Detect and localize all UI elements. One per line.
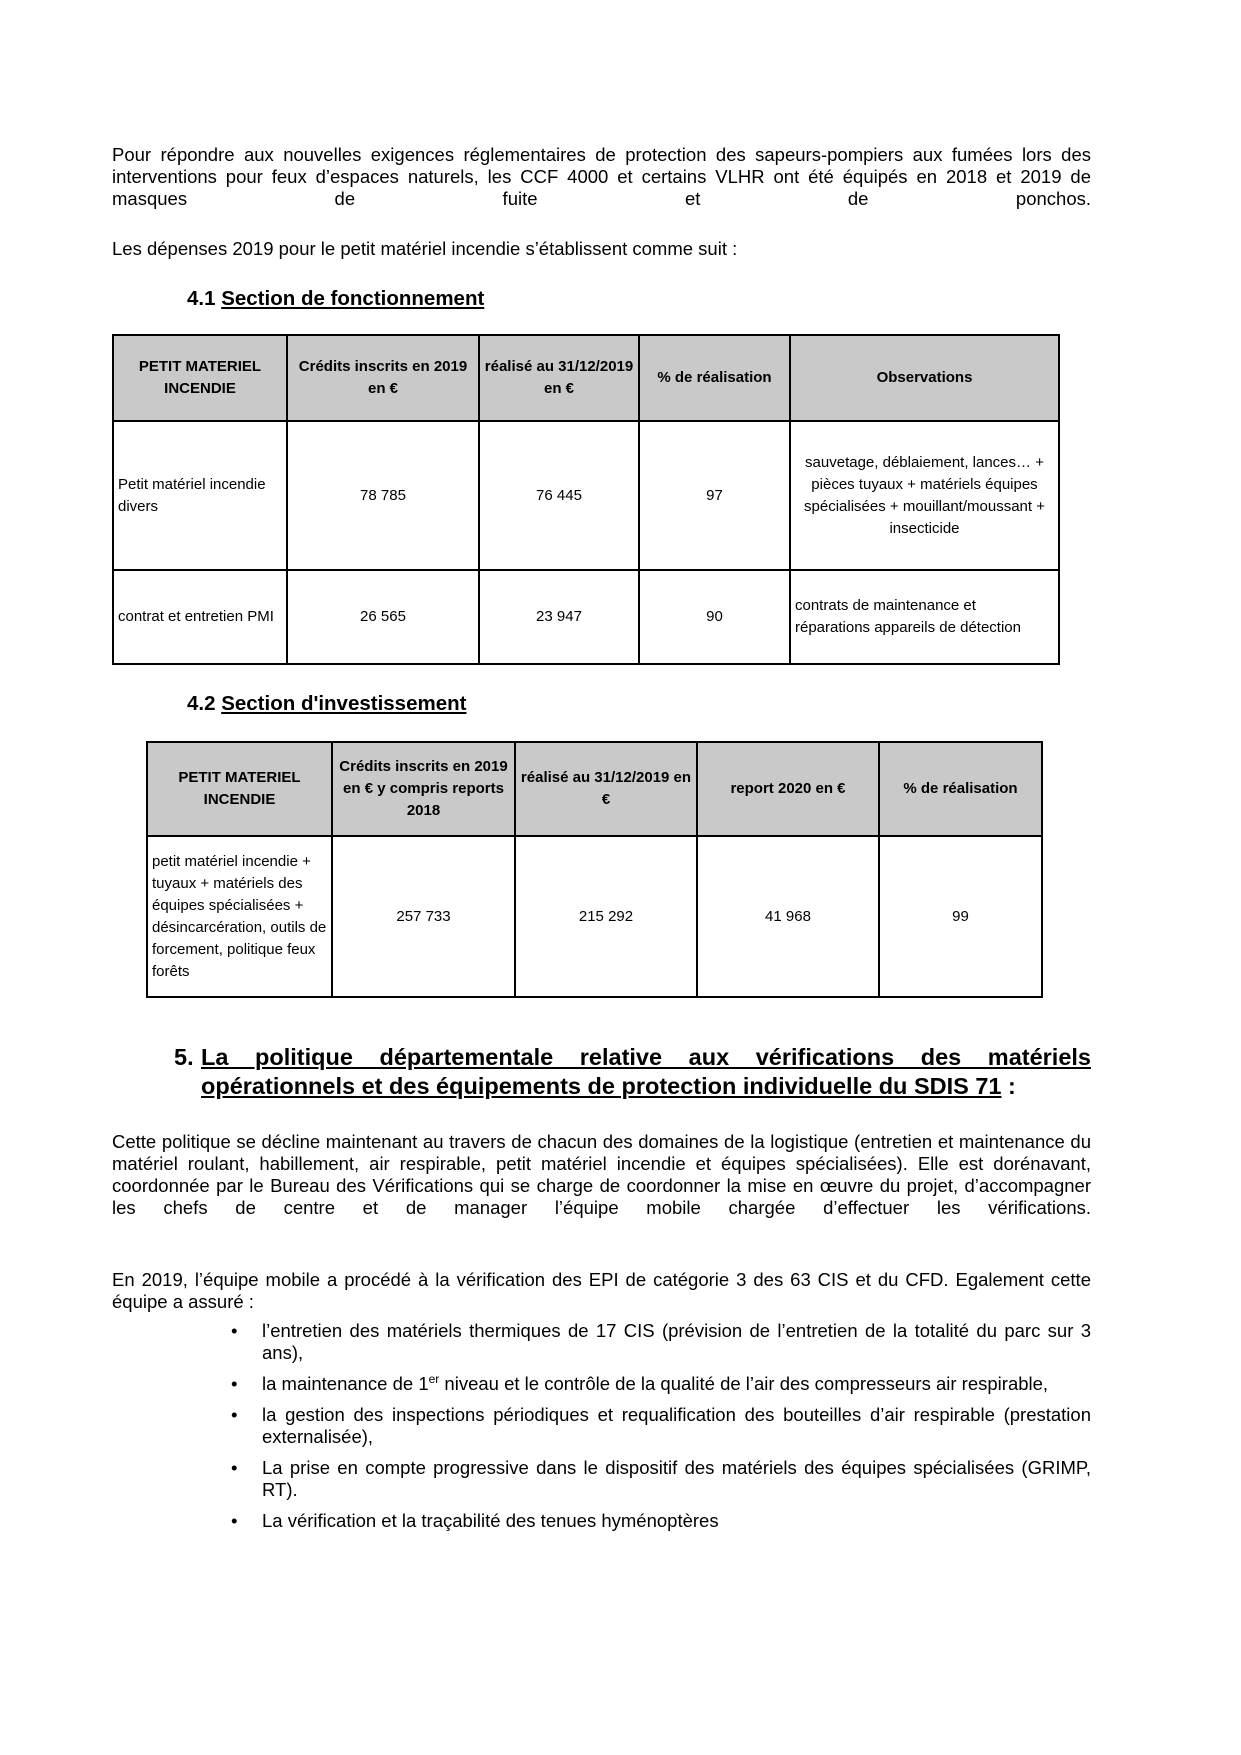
bullet-icon: • xyxy=(231,1510,238,1531)
section-5-paragraph: Cette politique se décline maintenant au travers de chacun des domaines de la logistique (entretien et maintenance du matériel roulant, habillement, air respirable, petit matériel incendie et équipes spécialisées). Elle est dorénavant, coordonnée par le Bureau des Vérifications qui se charge de coordonner la mise en œuvre du projet, d’accompagner les chefs de centre et de manager l’équipe mobile chargée d’effectuer les vérifications. xyxy=(112,1131,1091,1218)
section-5-title-line-1: La politique départementale relative aux vérifications des matériels xyxy=(201,1044,1091,1070)
row-realise: 215 292 xyxy=(515,836,697,997)
table-row xyxy=(147,836,1042,997)
section-4-1-number: 4.1 xyxy=(187,287,216,310)
section-5-equipe-paragraph: En 2019, l’équipe mobile a procédé à la vérification des EPI de catégorie 3 des 63 CIS et du CFD. Egalement cette équipe a assuré : xyxy=(112,1269,1091,1312)
list-item xyxy=(228,1320,1091,1364)
row-realise: 76 445 xyxy=(479,421,639,570)
bullet-icon: • xyxy=(231,1457,238,1478)
row-pct: 97 xyxy=(639,421,790,570)
section-5-title-suffix: : xyxy=(1001,1073,1016,1099)
row-label: contrat et entretien PMI xyxy=(113,570,287,664)
header-realise: réalisé au 31/12/2019 en € xyxy=(479,335,639,421)
list-item-text: La vérification et la traçabilité des tenues hyménoptères xyxy=(262,1510,719,1531)
header-pct-realisation: % de réalisation xyxy=(639,335,790,421)
bullet-icon: • xyxy=(231,1373,238,1394)
row-report: 41 968 xyxy=(697,836,879,997)
list-item xyxy=(228,1457,1091,1501)
section-4-1-heading xyxy=(187,287,484,311)
header-credits: Crédits inscrits en 2019 en € xyxy=(287,335,479,421)
tasks-list xyxy=(228,1320,1091,1541)
bullet-icon: • xyxy=(231,1320,238,1341)
table-row xyxy=(113,570,1059,664)
list-item xyxy=(228,1510,1091,1532)
row-label: petit matériel incendie + tuyaux + matériels des équipes spécialisées + désincarcération, outils de forcement, politique feux forêts xyxy=(147,836,332,997)
row-observations: sauvetage, déblaiement, lances… + pièces tuyaux + matériels équipes spécialisées + mouillant/moussant + insecticide xyxy=(790,421,1059,570)
list-item-text: la gestion des inspections périodiques et requalification des bouteilles d’air respirable (prestation externalisée), xyxy=(262,1404,1091,1447)
table-header-row xyxy=(147,742,1042,836)
section-5-title-line-2-wrap xyxy=(201,1072,1091,1101)
row-observations: contrats de maintenance et réparations appareils de détection xyxy=(790,570,1059,664)
header-petit-materiel: PETIT MATERIEL INCENDIE xyxy=(147,742,332,836)
row-realise: 23 947 xyxy=(479,570,639,664)
header-pct-realisation: % de réalisation xyxy=(879,742,1042,836)
header-credits: Crédits inscrits en 2019 en € y compris reports 2018 xyxy=(332,742,515,836)
list-item-text: l’entretien des matériels thermiques de 17 CIS (prévision de l’entretien de la totalité du parc sur 3 ans), xyxy=(262,1320,1091,1363)
header-realise: réalisé au 31/12/2019 en € xyxy=(515,742,697,836)
header-observations: Observations xyxy=(790,335,1059,421)
section-5-heading xyxy=(174,1043,1091,1101)
section-5-number: 5. xyxy=(174,1044,194,1070)
investissement-table xyxy=(146,741,1043,998)
section-4-2-number: 4.2 xyxy=(187,692,216,715)
list-item xyxy=(228,1404,1091,1448)
row-credits: 78 785 xyxy=(287,421,479,570)
intro-paragraph: Pour répondre aux nouvelles exigences réglementaires de protection des sapeurs-pompiers aux fumées lors des interventions pour feux d’espaces naturels, les CCF 4000 et certains VLHR ont été équipés en 2018 et 2019 de masques de fuite et de ponchos. xyxy=(112,144,1091,209)
section-4-2-heading xyxy=(187,692,466,716)
list-item-text: La prise en compte progressive dans le dispositif des matériels des équipes spécialisées (GRIMP, RT). xyxy=(262,1457,1091,1500)
row-pct: 99 xyxy=(879,836,1042,997)
list-item xyxy=(228,1373,1091,1395)
section-5-title-line-2: opérationnels et des équipements de protection individuelle du SDIS 71 xyxy=(201,1073,1002,1099)
fonctionnement-table xyxy=(112,334,1060,665)
table-header-row xyxy=(113,335,1059,421)
section-4-2-title: Section d'investissement xyxy=(221,692,467,715)
header-petit-materiel: PETIT MATERIEL INCENDIE xyxy=(113,335,287,421)
row-credits: 257 733 xyxy=(332,836,515,997)
intro-expenses-sentence: Les dépenses 2019 pour le petit matériel incendie s’établissent comme suit : xyxy=(112,238,738,259)
row-pct: 90 xyxy=(639,570,790,664)
header-report: report 2020 en € xyxy=(697,742,879,836)
table-row xyxy=(113,421,1059,570)
section-4-1-title: Section de fonctionnement xyxy=(221,287,485,310)
list-item-text: la maintenance de 1er niveau et le contrôle de la qualité de l’air des compresseurs air respirable, xyxy=(262,1371,1049,1394)
row-label: Petit matériel incendie divers xyxy=(113,421,287,570)
ordinal-suffix: er xyxy=(428,1371,440,1386)
row-credits: 26 565 xyxy=(287,570,479,664)
bullet-icon: • xyxy=(231,1404,238,1425)
